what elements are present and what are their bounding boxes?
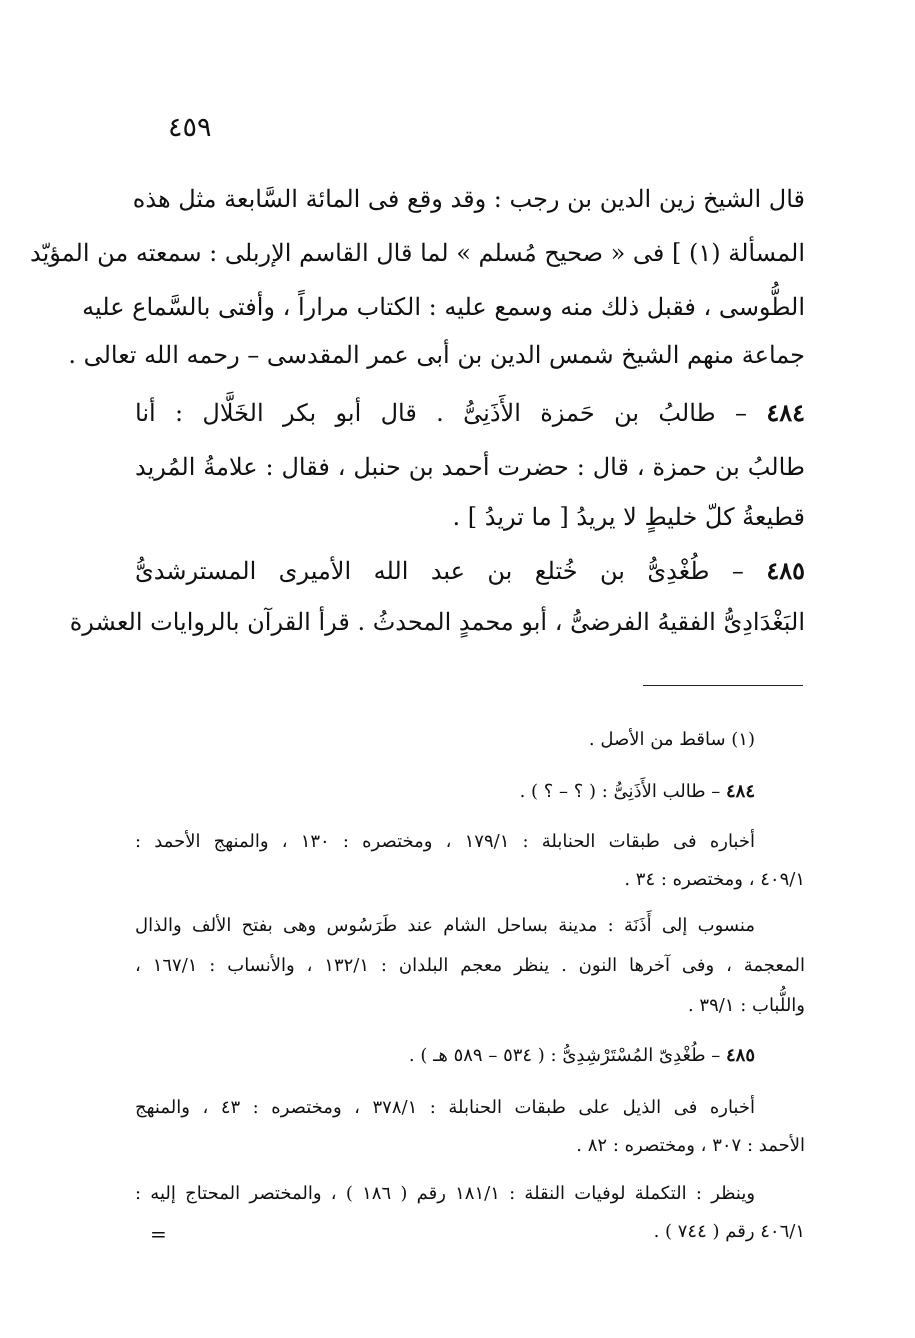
footnote-484-title: – طالب الأَذَنِىُّ : ( ؟ – ؟ ) . bbox=[519, 781, 726, 802]
footnote-485-sources: الأحمد : ٣٠٧ ، ومختصره : ٨٢ . bbox=[576, 1135, 805, 1156]
body-line: قال الشيخ زين الدين بن رجب : وقد وقع فى المائة السَّابعة مثل هذه bbox=[132, 185, 805, 213]
footnote-484-nisba: المعجمة ، وفى آخرها النون . ينظر معجم البلدان : ١٣٢/١ ، والأنساب : ١٦٧/١ ، bbox=[135, 955, 806, 976]
entry-485-title: – طُغْدِىُّ بن خُتلع بن عبد الله الأميرى المسترشدىُّ bbox=[135, 557, 767, 585]
page-number: ٤٥٩ bbox=[168, 112, 212, 143]
entry-484-heading bbox=[135, 396, 805, 430]
footnote-484-sources: ٤٠٩/١ ، ومختصره : ٣٤ . bbox=[624, 869, 805, 890]
footnote-484-sources: أخباره فى طبقات الحنابلة : ١٧٩/١ ، ومختصره : ١٣٠ ، والمنهج الأحمد : bbox=[135, 831, 755, 852]
entry-484-number: ٤٨٤ bbox=[766, 398, 805, 427]
body-line: جماعة منهم الشيخ شمس الدين بن أبى عمر المقدسى – رحمه الله تعالى . bbox=[68, 341, 805, 369]
entry-484-title: – طالبُ بن حَمزة الأَذَنِىُّ . قال أبو بكر الخَلَّال : أنا bbox=[135, 399, 767, 427]
entry-485-heading bbox=[135, 554, 805, 588]
footnote-485-sources: أخباره فى الذيل على طبقات الحنابلة : ٣٧٨/١ ، ومختصره : ٤٣ ، والمنهج bbox=[135, 1097, 755, 1118]
footnote-separator bbox=[643, 685, 803, 686]
footnote-484-nisba: منسوب إلى أَذَنَة : مدينة بساحل الشام عند طَرَسُوس وهى بفتح الألف والذال bbox=[135, 915, 755, 936]
entry-485-number: ٤٨٥ bbox=[766, 556, 806, 585]
footnote-485-more: وينظر : التكملة لوفيات النقلة : ١٨١/١ رقم ( ١٨٦ ) ، والمختصر المحتاج إليه : bbox=[135, 1183, 756, 1204]
footnote-1: (١) ساقط من الأصل . bbox=[588, 729, 755, 750]
footnote-485-number: ٤٨٥ bbox=[725, 1045, 755, 1066]
footnote-484-number: ٤٨٤ bbox=[725, 781, 755, 802]
entry-485-line: البَغْدَادِىُّ الفقيهُ الفرضىُّ ، أبو محمدٍ المحدثُ . قرأ القرآن بالروايات العشرة bbox=[69, 608, 805, 636]
body-line: المسألة (١) ] فى « صحيح مُسلم » لما قال القاسم الإربلى : سمعته من المؤيّد bbox=[29, 239, 805, 267]
footnote-484-heading bbox=[135, 778, 755, 806]
footnote-485-title: – طُغْدِىّ المُسْتَرْشِدِىُّ : ( ٥٣٤ – ٥٨٩ هـ ) . bbox=[408, 1045, 726, 1066]
footnote-484-nisba: واللُّباب : ٣٩/١ . bbox=[687, 995, 805, 1016]
entry-484-line: قطيعةُ كلّ خليطٍ لا يريدُ [ ما تريدُ ] . bbox=[452, 503, 805, 531]
continuation-mark: = bbox=[150, 1222, 167, 1246]
body-line: الطُّوسى ، فقبل ذلك منه وسمع عليه : الكتاب مراراً ، وأفتى بالسَّماع عليه bbox=[82, 293, 805, 321]
footnote-485-more: ٤٠٦/١ رقم ( ٧٤٤ ) . bbox=[653, 1221, 805, 1242]
footnote-485-heading bbox=[135, 1042, 755, 1070]
entry-484-line: طالبُ بن حمزة ، قال : حضرت أحمد بن حنبل ، فقال : علامةُ المُريد bbox=[135, 453, 805, 481]
